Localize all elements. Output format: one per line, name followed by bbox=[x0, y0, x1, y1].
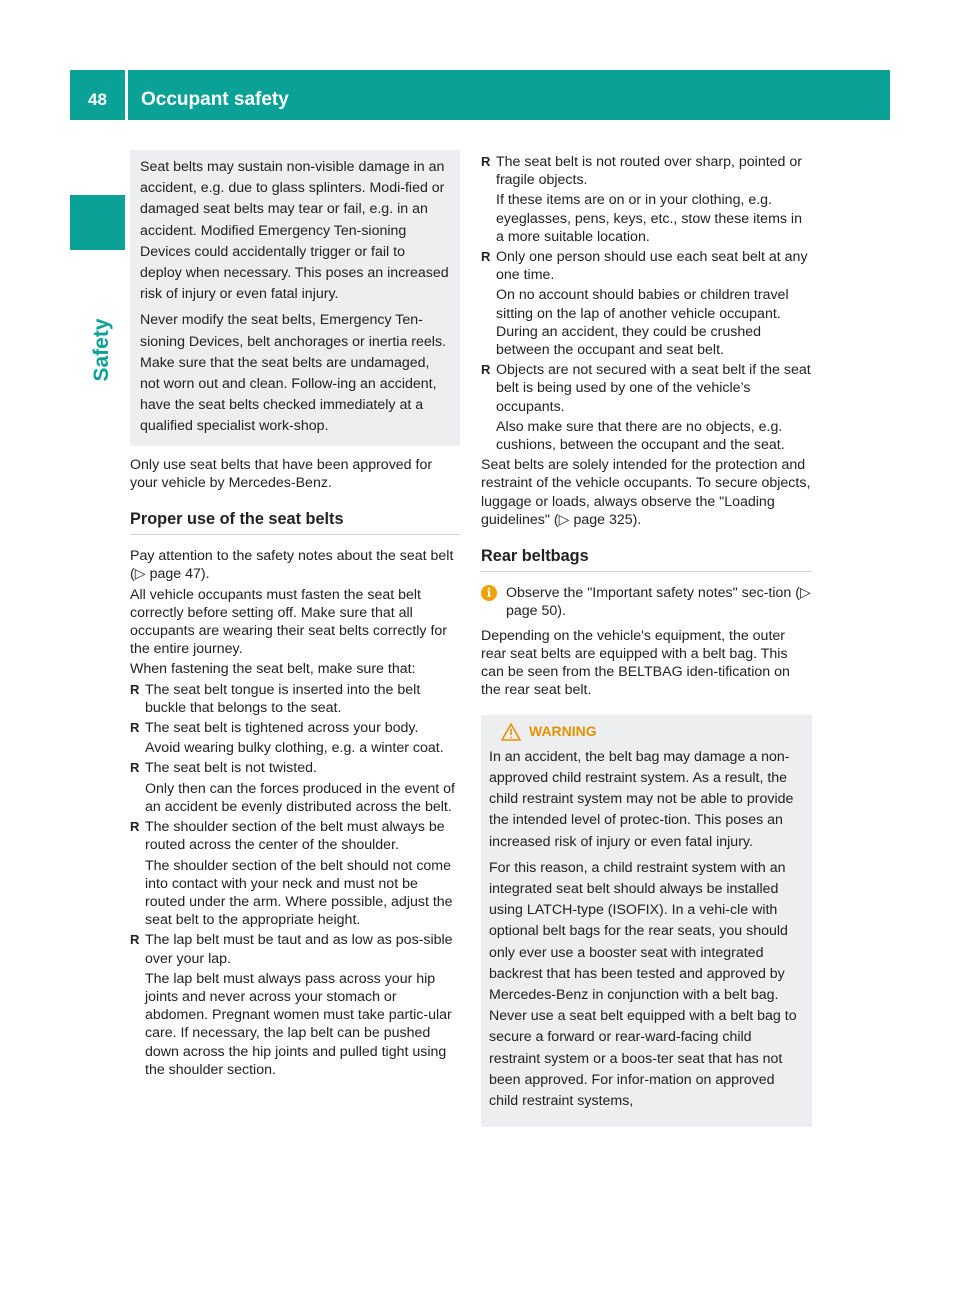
list-item bbox=[130, 719, 460, 757]
list-item bbox=[481, 153, 812, 246]
list-item-text: Objects are not secured with a seat belt if the seat belt is being used by one of the vehicle’s occupants. bbox=[496, 362, 811, 415]
list-item-detail: Only then can the forces produced in the event of an accident be evenly distributed across the belt. bbox=[145, 780, 455, 815]
bullet-icon: R bbox=[481, 362, 491, 378]
right-column bbox=[481, 150, 812, 1127]
approved-belts-text: Only use seat belts that have been approved for your vehicle by Mercedes-Benz. bbox=[130, 456, 433, 491]
fasten-text: All vehicle occupants must fasten the seat belt correctly before setting off. Make sure that all occupants are wearing their seat belts correctly for the entire journey. bbox=[130, 586, 448, 658]
bullet-icon: R bbox=[130, 720, 140, 736]
info-icon: i bbox=[481, 585, 497, 601]
list-item-text: The seat belt is not twisted. bbox=[145, 760, 317, 777]
protection-text: Seat belts are solely intended for the protection and restraint of the vehicle occupants. To secure objects, luggage or loads, always observe the "Loading guidelines" (▷ page 325). bbox=[481, 457, 811, 528]
header-divider bbox=[125, 70, 128, 120]
warning-triangle-icon bbox=[501, 723, 521, 741]
fastening-intro: When fastening the seat belt, make sure that: bbox=[130, 661, 416, 678]
left-column bbox=[130, 150, 460, 1081]
warning-box bbox=[481, 715, 812, 1127]
fastening-checklist bbox=[130, 681, 460, 1079]
section-heading-rear-beltbags: Rear beltbags bbox=[481, 547, 812, 572]
section-label: Safety bbox=[90, 318, 113, 382]
list-item-text: The lap belt must be taut and as low as pos-sible over your lap. bbox=[145, 932, 453, 967]
list-item-detail: The lap belt must always pass across your hip joints and never across your stomach or abdomen. Pregnant women must take partic-ular care. If necessary, the lap belt can be pushed down across the hip joints and pulled tight using the shoulder section. bbox=[145, 970, 452, 1078]
beltbag-equipment-text: Depending on the vehicle's equipment, the outer rear seat belts are equipped with a belt bag. This can be seen from the BELTBAG iden-tification on the rear seat belt. bbox=[481, 627, 790, 699]
bullet-icon: R bbox=[481, 249, 491, 265]
list-item-text: Only one person should use each seat belt at any one time. bbox=[496, 249, 808, 284]
info-note bbox=[481, 584, 812, 620]
list-item-text: The seat belt is not routed over sharp, pointed or fragile objects. bbox=[496, 154, 803, 189]
bullet-icon: R bbox=[130, 932, 140, 948]
warning-paragraph: For this reason, a child restraint system with an integrated seat belt should always be installed using LATCH-type (ISOFIX). In a vehi-cle with optional belt bags for the rear seats, you should only ever use a booster seat with integrated backrest that has been tested and approved by Mercedes-Benz in conjunction with a belt bag. Never use a seat belt equipped with a belt bag to secure a forward or rear-ward-facing child restraint system or a boos-ter seat that has not been approved. For infor-mation on approved child restraint systems, bbox=[489, 859, 797, 1109]
list-item bbox=[130, 818, 460, 929]
bullet-icon: R bbox=[130, 760, 140, 776]
safety-notes-reference: Pay attention to the safety notes about the seat belt (▷ page 47). bbox=[130, 548, 454, 583]
list-item-text: The seat belt is tightened across your body. bbox=[145, 720, 419, 737]
list-item-detail: Avoid wearing bulky clothing, e.g. a winter coat. bbox=[145, 740, 444, 757]
list-item bbox=[130, 759, 460, 816]
list-item-text: The seat belt tongue is inserted into the belt buckle that belongs to the seat. bbox=[145, 681, 421, 716]
warning-label: WARNING bbox=[529, 723, 597, 740]
info-text: Observe the "Important safety notes" sec-tion (▷ page 50). bbox=[506, 585, 811, 620]
bullet-icon: R bbox=[130, 819, 140, 835]
warning-paragraph: In an accident, the belt bag may damage a non-approved child restraint system. As a result, the child restraint system may not be able to provide the intended level of protec-tion. This poses an increased risk of injury or even fatal injury. bbox=[489, 748, 794, 850]
page-number: 48 bbox=[88, 90, 107, 109]
section-tab bbox=[70, 195, 125, 250]
section-heading-proper-use: Proper use of the seat belts bbox=[130, 510, 460, 535]
bullet-icon: R bbox=[130, 681, 140, 697]
note-paragraph: Seat belts may sustain non-visible damage in an accident, e.g. due to glass splinters. Modi-fied or damaged seat belts may tear or fail, e.g. in an accident. Modified Emergency Ten-sioning Devices could accidentally trigger or fail to deploy when necessary. This poses an increased risk of injury or even fatal injury. bbox=[140, 159, 449, 303]
page-title: Occupant safety bbox=[141, 89, 289, 110]
list-item-detail: On no account should babies or children travel sitting on the lap of another vehicle occupant. During an accident, they could be crushed between the occupant and seat belt. bbox=[496, 287, 789, 359]
list-item bbox=[130, 931, 460, 1079]
list-item-text: The shoulder section of the belt must always be routed across the center of the shoulder. bbox=[145, 819, 445, 854]
list-item bbox=[481, 361, 812, 454]
routing-checklist bbox=[481, 153, 812, 454]
warning-header bbox=[489, 721, 804, 742]
list-item bbox=[481, 248, 812, 359]
note-box bbox=[130, 150, 460, 446]
list-item-detail: Also make sure that there are no objects, e.g. cushions, between the occupant and the seat. bbox=[496, 418, 785, 454]
list-item bbox=[130, 681, 460, 717]
bullet-icon: R bbox=[481, 154, 491, 169]
note-paragraph: Never modify the seat belts, Emergency Ten-sioning Devices, belt anchorages or inertia reels. Make sure that the seat belts are undamaged, not worn out and clean. Follow-ing an accident, have the seat belts checked immediately at a qualified specialist work-shop. bbox=[140, 312, 446, 435]
list-item-detail: The shoulder section of the belt should not come into contact with your neck and must not be routed under the arm. Where possible, adjust the seat belt to the appropriate height. bbox=[145, 857, 453, 929]
list-item-detail: If these items are on or in your clothing, e.g. eyeglasses, pens, keys, etc., stow these items in a more suitable location. bbox=[496, 192, 802, 245]
